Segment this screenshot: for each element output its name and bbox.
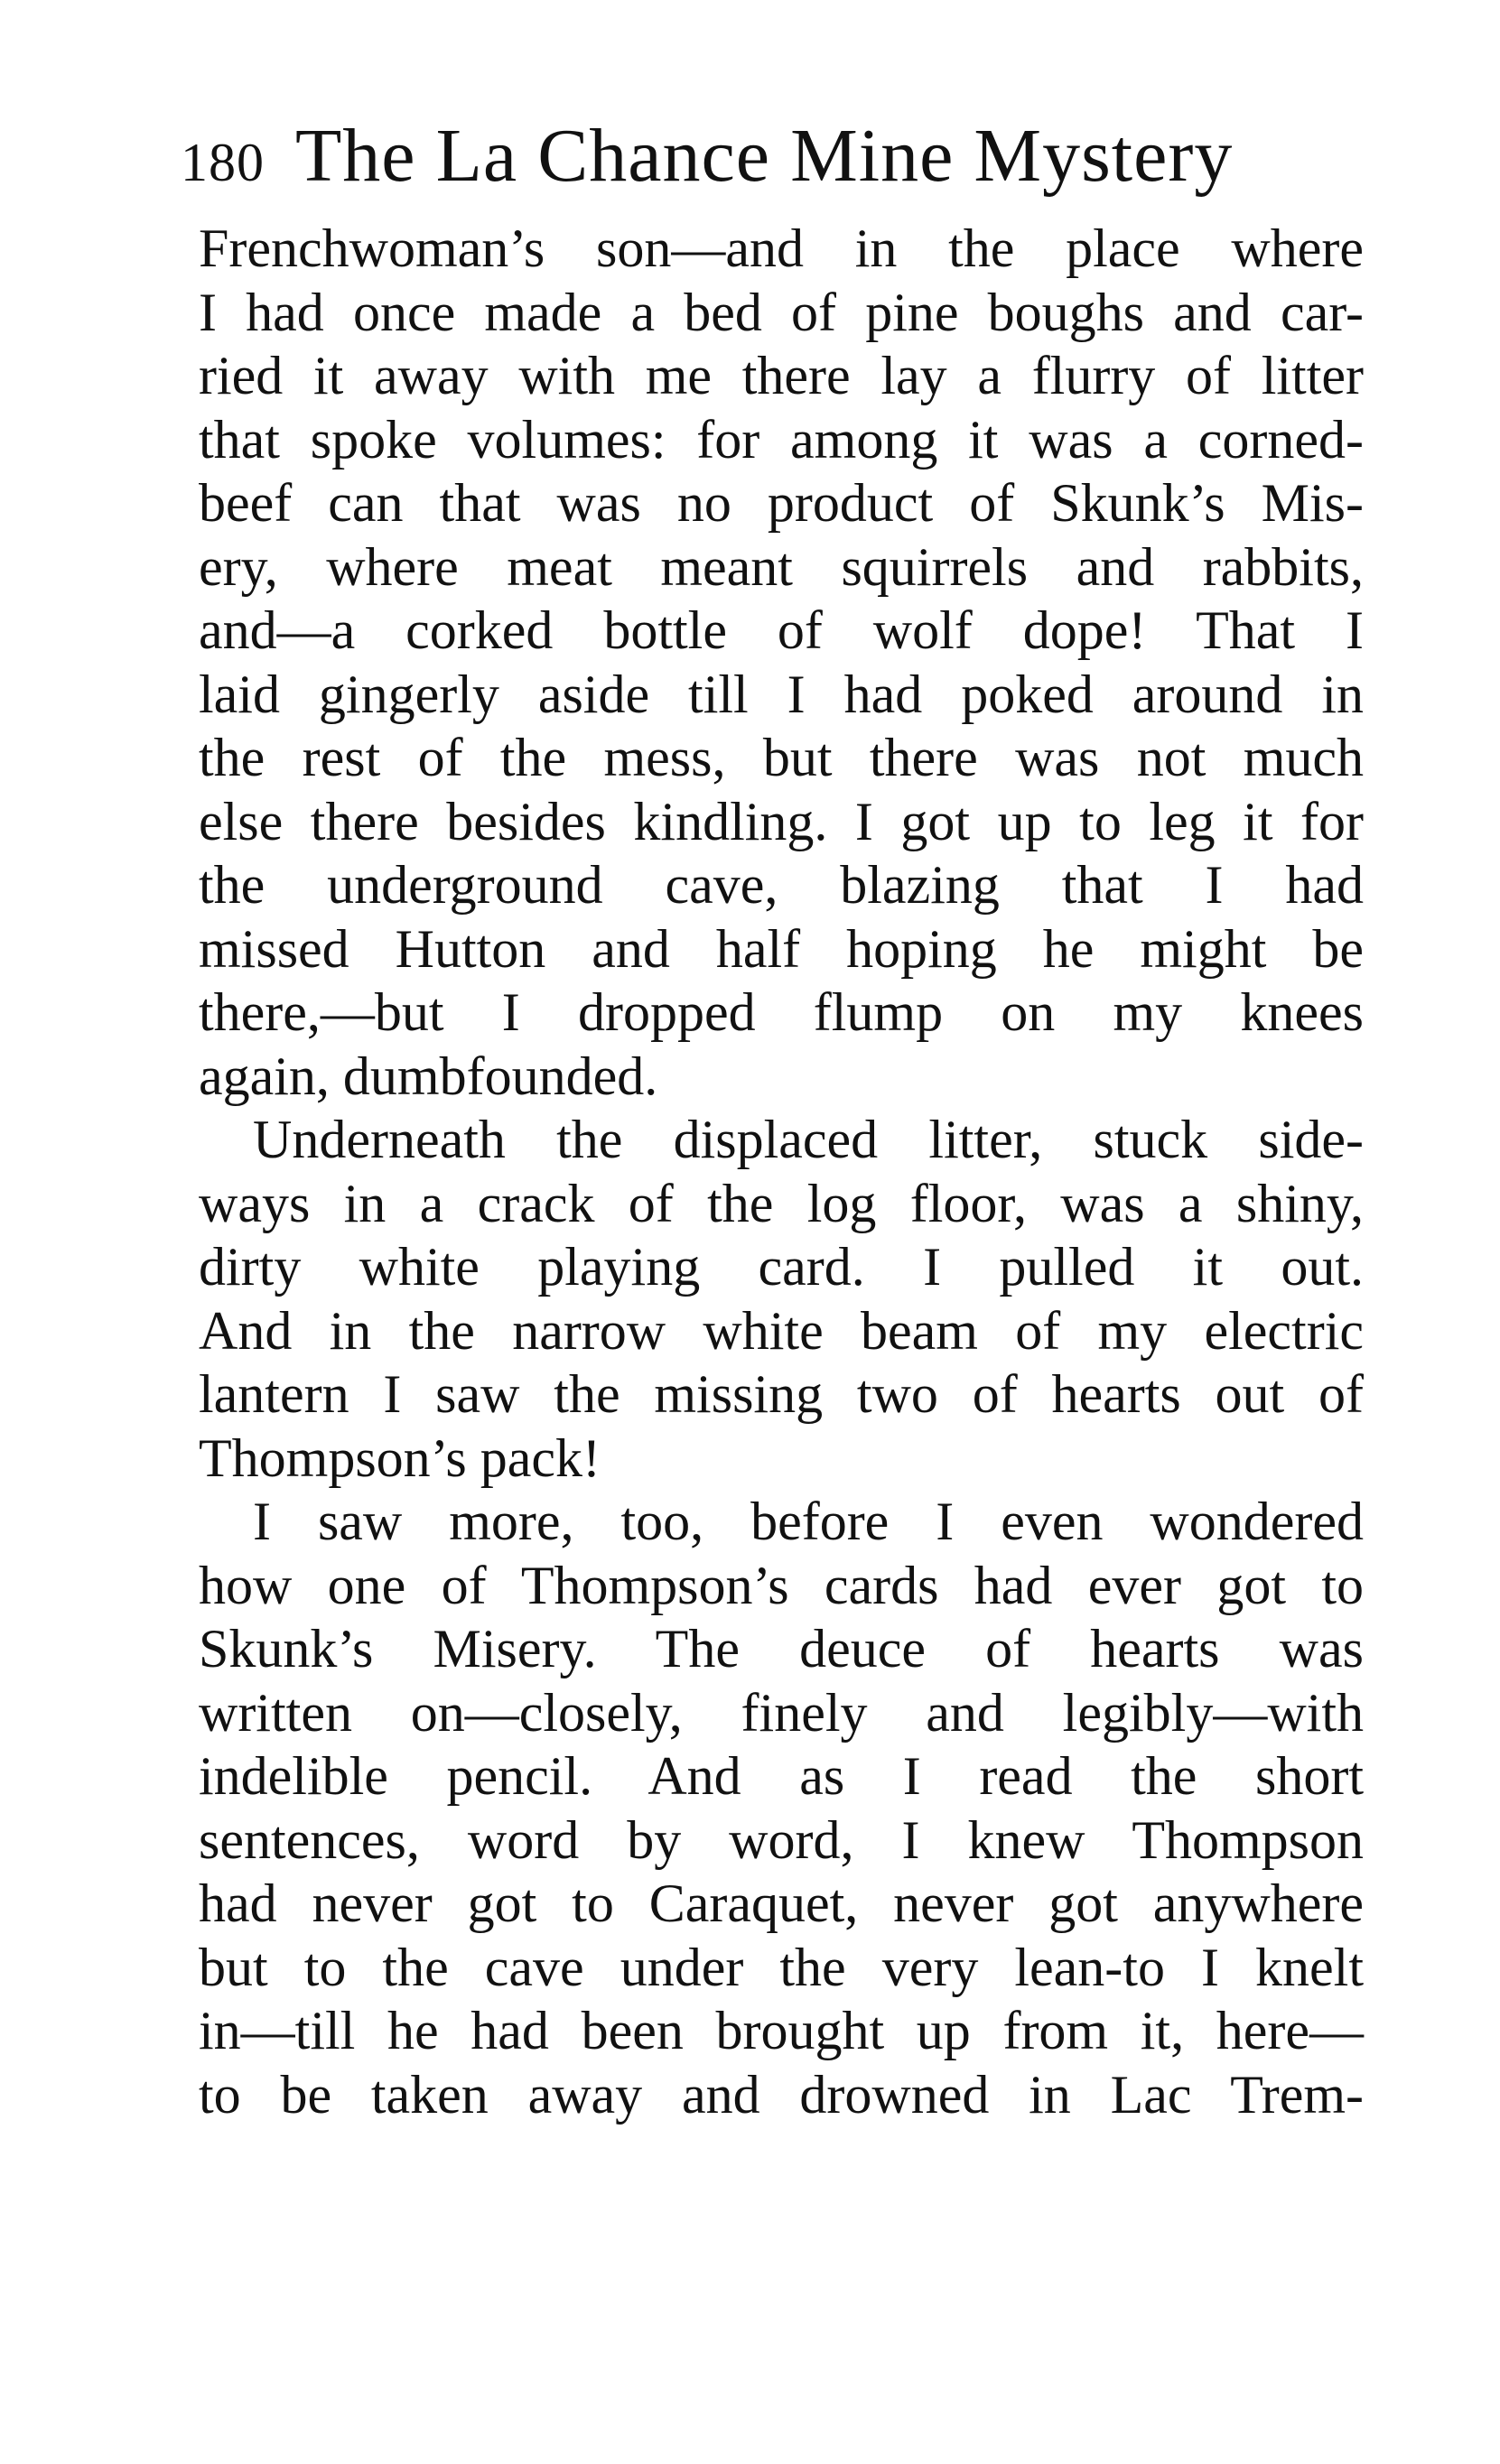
text-line: lantern I saw the missing two of hearts out of [199,1364,1364,1424]
text-line: dirty white playing card. I pulled it out. [199,1237,1364,1297]
text-line: I had once made a bed of pine boughs and car- [199,282,1364,342]
text-line: else there besides kindling. I got up to leg it for [199,791,1364,851]
text-line: but to the cave under the very lean-to I knelt [199,1937,1364,1997]
text-line: And in the narrow white beam of my electric [199,1300,1364,1361]
running-head [181,107,1355,206]
text-line: had never got to Caraquet, never got anywhere [199,1874,1364,1933]
text-line: to be taken away and drowned in Lac Trem- [199,2064,1364,2125]
text-line: there,—but I dropped flump on my knees [199,982,1364,1042]
text-line: written on—closely, finely and legibly—with [199,1682,1364,1743]
text-line: Frenchwoman’s son—and in the place where [199,219,1364,278]
text-line: sentences, word by word, I knew Thompson [199,1809,1364,1870]
text-line: missed Hutton and half hoping he might be [199,918,1364,979]
text-line: ried it away with me there lay a flurry of litter [199,346,1364,405]
running-title: The La Chance Mine Mystery [295,114,1234,198]
text-line: laid gingerly aside till I had poked around in [199,664,1364,724]
text-line: beef can that was no product of Skunk’s Mis- [199,473,1364,533]
text-line: the underground cave, blazing that I had [199,855,1364,915]
text-line: again, dumbfounded. [199,1046,658,1106]
body-text [199,217,1364,2126]
text-line: Underneath the displaced litter, stuck side- [253,1110,1364,1169]
text-line: that spoke volumes: for among it was a corned- [199,409,1364,470]
text-line: how one of Thompson’s cards had ever got to [199,1555,1364,1615]
text-line: I saw more, too, before I even wondered [253,1492,1364,1551]
text-line: ways in a crack of the log floor, was a shiny, [199,1173,1364,1233]
text-line: indelible pencil. And as I read the short [199,1746,1364,1806]
text-line: Thompson’s pack! [199,1427,601,1488]
text-line: the rest of the mess, but there was not much [199,728,1364,787]
text-line: in—till he had been brought up from it, here— [199,2001,1364,2060]
page-number: 180 [181,133,265,192]
text-line: and—a corked bottle of wolf dope! That I [199,600,1364,660]
text-line: Skunk’s Misery. The deuce of hearts was [199,1619,1364,1678]
text-line: ery, where meat meant squirrels and rabbits, [199,536,1364,597]
